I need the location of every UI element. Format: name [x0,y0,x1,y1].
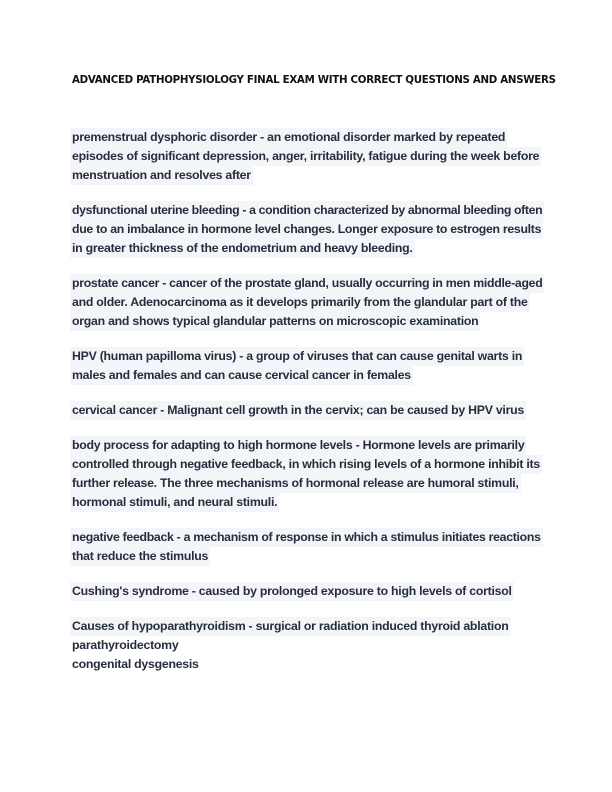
qa-entry-dub [70,201,542,258]
text-line: menstruation and resolves after [70,166,253,185]
document-title: ADVANCED PATHOPHYSIOLOGY FINAL EXAM WITH CORRECT QUESTIONS AND ANSWERS [72,73,556,86]
qa-entry-cushings [70,582,542,601]
qa-entry-hpv [70,347,542,385]
text-line: parathyroidectomy [72,638,179,652]
text-line: cervical cancer - Malignant cell growth in the cervix; can be caused by HPV virus [70,401,526,420]
qa-list [70,128,542,690]
text-line: Cushing's syndrome - caused by prolonged exposure to high levels of cortisol [70,582,514,601]
text-line: that reduce the stimulus [70,547,210,566]
text-line: Causes of hypoparathyroidism - surgical or radiation induced thyroid ablation [70,617,511,636]
text-line: controlled through negative feedback, in which rising levels of a hormone inhibit its [70,455,542,474]
text-line: in greater thickness of the endometrium and heavy bleeding. [70,239,415,258]
text-line: body process for adapting to high hormone levels - Hormone levels are primarily [70,436,526,455]
text-line: negative feedback - a mechanism of response in which a stimulus initiates reactions [70,528,543,547]
text-line: episodes of significant depression, anger, irritability, fatigue during the week before [70,147,541,166]
text-line: hormonal stimuli, and neural stimuli. [70,493,279,512]
text-line: organ and shows typical glandular patterns on microscopic examination [70,312,480,331]
text-line: HPV (human papilloma virus) - a group of viruses that can cause genital warts in [70,347,524,366]
text-line: males and females and can cause cervical cancer in females [70,366,413,385]
text-line: dysfunctional uterine bleeding - a condition characterized by abnormal bleeding often [70,201,544,220]
text-line: congenital dysgenesis [72,657,199,671]
text-line: further release. The three mechanisms of hormonal release are humoral stimuli, [70,474,521,493]
qa-entry-hormone-adaptation [70,436,542,512]
text-line: premenstrual dysphoric disorder - an emotional disorder marked by repeated [70,128,507,147]
qa-entry-hypoparathyroidism [70,617,542,674]
qa-entry-cervical-cancer [70,401,542,420]
text-line: and older. Adenocarcinoma as it develops primarily from the glandular part of the [70,293,530,312]
qa-entry-pmdd [70,128,542,185]
text-line: prostate cancer - cancer of the prostate gland, usually occurring in men middle-aged [70,274,544,293]
qa-entry-negative-feedback [70,528,542,566]
text-line: due to an imbalance in hormone level changes. Longer exposure to estrogen results [70,220,543,239]
qa-entry-prostate-cancer [70,274,542,331]
